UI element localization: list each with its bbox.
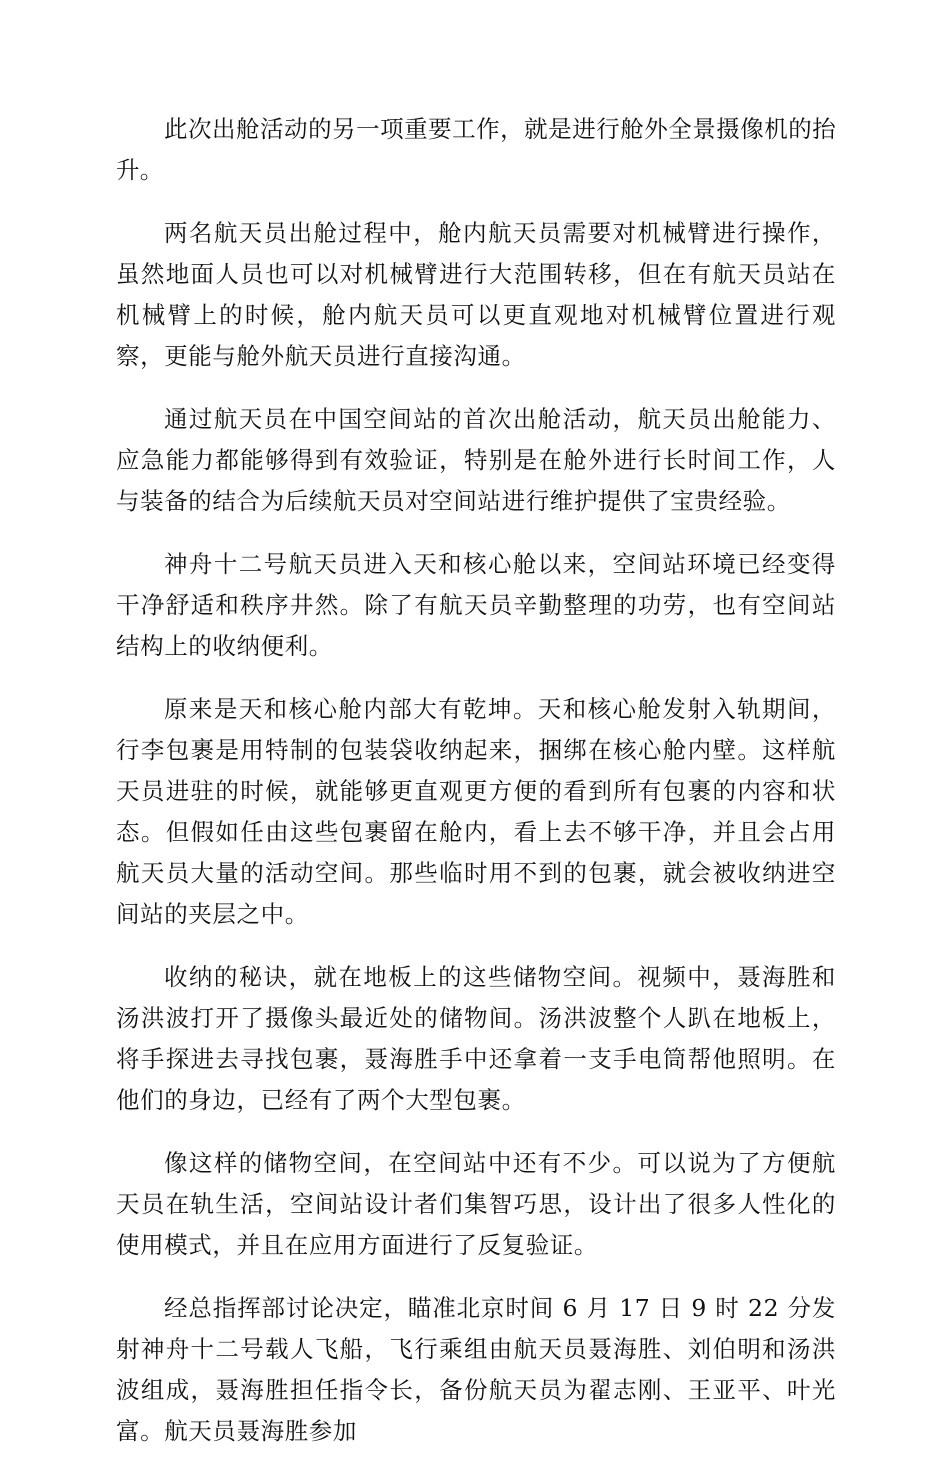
paragraph-8: 经总指挥部讨论决定，瞄准北京时间 6 月 17 日 9 时 22 分发射神舟十二号载人飞船，飞行乘组由航天员聂海胜、刘伯明和汤洪波组成，聂海胜担任指令长，备份航天员为翟志刚、王亚平、叶光富。航天员聂海胜参加: [116, 1294, 836, 1445]
paragraph-6: 收纳的秘诀，就在地板上的这些储物空间。视频中，聂海胜和汤洪波打开了摄像头最近处的储物间。汤洪波整个人趴在地板上，将手探进去寻找包裹，聂海胜手中还拿着一支手电筒帮他照明。在他们的身边，已经有了两个大型包裹。: [116, 963, 836, 1114]
paragraph-3: 通过航天员在中国空间站的首次出舱活动，航天员出舱能力、应急能力都能够得到有效验证，特别是在舱外进行长时间工作，人与装备的结合为后续航天员对空间站进行维护提供了宝贵经验。: [116, 405, 836, 515]
paragraph-2: 两名航天员出舱过程中，舱内航天员需要对机械臂进行操作，虽然地面人员也可以对机械臂进行大范围转移，但在有航天员站在机械臂上的时候，舱内航天员可以更直观地对机械臂位置进行观察，更能与舱外航天员进行直接沟通。: [116, 219, 836, 370]
document-page: [116, 109, 836, 1474]
paragraph-7: 像这样的储物空间，在空间站中还有不少。可以说为了方便航天员在轨生活，空间站设计者们集智巧思，设计出了很多人性化的使用模式，并且在应用方面进行了反复验证。: [116, 1149, 836, 1259]
paragraph-5: 原来是天和核心舱内部大有乾坤。天和核心舱发射入轨期间，行李包裹是用特制的包装袋收纳起来，捆绑在核心舱内壁。这样航天员进驻的时候，就能够更直观更方便的看到所有包裹的内容和状态。但假如任由这些包裹留在舱内，看上去不够干净，并且会占用航天员大量的活动空间。那些临时用不到的包裹，就会被收纳进空间站的夹层之中。: [116, 695, 836, 928]
paragraph-4: 神舟十二号航天员进入天和核心舱以来，空间站环境已经变得干净舒适和秩序井然。除了有航天员辛勤整理的功劳，也有空间站结构上的收纳便利。: [116, 550, 836, 660]
paragraph-1: 此次出舱活动的另一项重要工作，就是进行舱外全景摄像机的抬升。: [116, 115, 836, 184]
